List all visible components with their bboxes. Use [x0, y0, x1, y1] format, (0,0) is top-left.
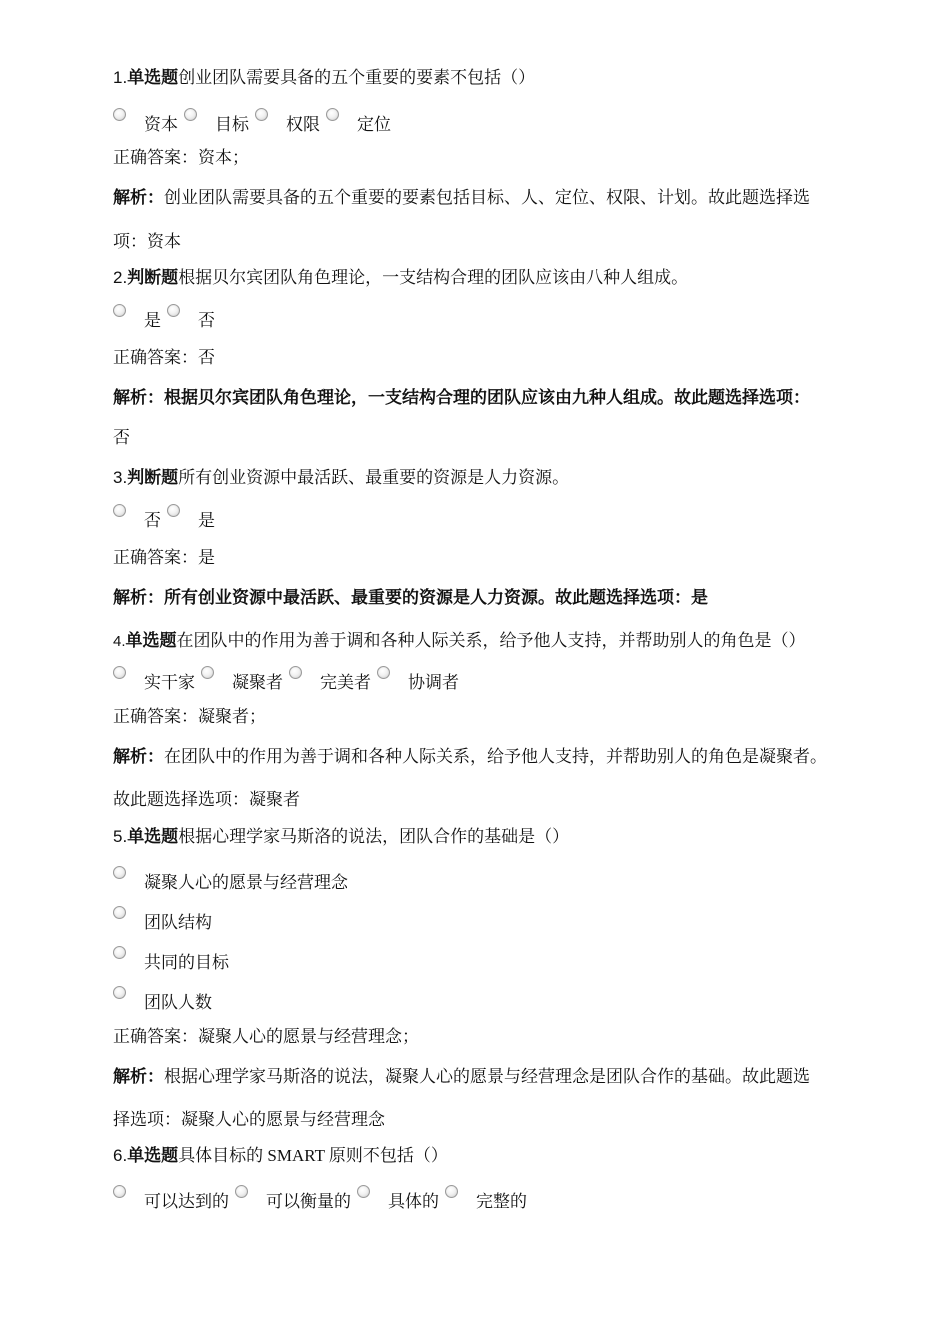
option[interactable]: 否 — [113, 506, 165, 533]
question-4-title: 4.单选题在团队中的作用为善于调和各种人际关系，给予他人支持，并帮助别人的角色是（） — [113, 631, 806, 650]
option[interactable]: 是 — [113, 306, 165, 333]
option[interactable]: 是 — [167, 506, 219, 533]
option[interactable]: 团队结构 — [113, 908, 216, 935]
radio-button-icon[interactable] — [113, 1185, 126, 1198]
option[interactable]: 团队人数 — [113, 988, 216, 1015]
option[interactable]: 定位 — [326, 110, 395, 137]
question-4-answer: 正确答案：凝聚者； — [113, 707, 266, 726]
option[interactable]: 否 — [167, 306, 219, 333]
option[interactable]: 目标 — [184, 110, 253, 137]
question-6-title: 6.单选题具体目标的 SMART 原则不包括（） — [113, 1146, 448, 1165]
question-3-analysis: 解析：所有创业资源中最活跃、最重要的资源是人力资源。故此题选择选项：是 — [113, 588, 708, 607]
question-type: 单选题 — [127, 68, 179, 87]
question-type: 判断题 — [127, 468, 179, 487]
question-6-options — [113, 1187, 533, 1214]
question-1-title: 1.单选题创业团队需要具备的五个重要的要素不包括（） — [113, 68, 536, 87]
radio-button-icon[interactable] — [445, 1185, 458, 1198]
question-stem: 创业团队需要具备的五个重要的要素不包括（） — [178, 68, 536, 87]
radio-button-icon[interactable] — [201, 666, 214, 679]
question-3-options — [113, 506, 221, 533]
question-stem: 在团队中的作用为善于调和各种人际关系，给予他人支持，并帮助别人的角色是（） — [176, 631, 806, 650]
question-1-answer: 正确答案：资本； — [113, 148, 249, 167]
radio-button-icon[interactable] — [167, 504, 180, 517]
radio-button-icon[interactable] — [289, 666, 302, 679]
radio-button-icon[interactable] — [113, 866, 126, 879]
question-4-analysis: 解析：在团队中的作用为善于调和各种人际关系，给予他人支持，并帮助别人的角色是凝聚者。 — [113, 747, 827, 766]
radio-button-icon[interactable] — [326, 108, 339, 121]
question-type: 单选题 — [127, 827, 179, 846]
question-2-options — [113, 306, 221, 333]
question-5-analysis-cont: 择选项：凝聚人心的愿景与经营理念 — [113, 1110, 385, 1129]
question-5-option-2 — [113, 908, 218, 935]
question-4-options — [113, 668, 465, 695]
radio-button-icon[interactable] — [113, 304, 126, 317]
option[interactable]: 共同的目标 — [113, 948, 233, 975]
question-5-option-3 — [113, 948, 235, 975]
question-1-analysis: 解析：创业团队需要具备的五个重要的要素包括目标、人、定位、权限、计划。故此题选择选 — [113, 188, 810, 207]
question-1-analysis-cont: 项：资本 — [113, 232, 181, 251]
question-2-answer: 正确答案：否 — [113, 348, 215, 367]
option[interactable]: 实干家 — [113, 668, 199, 695]
option[interactable]: 协调者 — [377, 668, 463, 695]
option[interactable]: 凝聚人心的愿景与经营理念 — [113, 868, 352, 895]
question-1-options — [113, 110, 397, 137]
option[interactable]: 权限 — [255, 110, 324, 137]
radio-button-icon[interactable] — [113, 504, 126, 517]
question-stem: 所有创业资源中最活跃、最重要的资源是人力资源。 — [178, 468, 570, 487]
option[interactable]: 资本 — [113, 110, 182, 137]
question-stem: 根据心理学家马斯洛的说法，团队合作的基础是（） — [178, 827, 570, 846]
question-3-answer: 正确答案：是 — [113, 548, 215, 567]
question-5-answer: 正确答案：凝聚人心的愿景与经营理念； — [113, 1027, 419, 1046]
question-2-title: 2.判断题根据贝尔宾团队角色理论，一支结构合理的团队应该由八种人组成。 — [113, 268, 689, 287]
question-type: 判断题 — [127, 268, 179, 287]
option[interactable]: 完整的 — [445, 1187, 531, 1214]
question-stem: 根据贝尔宾团队角色理论，一支结构合理的团队应该由八种人组成。 — [178, 268, 689, 287]
question-5-analysis: 解析：根据心理学家马斯洛的说法，凝聚人心的愿景与经营理念是团队合作的基础。故此题选 — [113, 1067, 810, 1086]
option[interactable]: 完美者 — [289, 668, 375, 695]
radio-button-icon[interactable] — [377, 666, 390, 679]
question-type: 单选题 — [127, 1146, 179, 1165]
option[interactable]: 具体的 — [357, 1187, 443, 1214]
question-stem: 具体目标的 SMART 原则不包括（） — [178, 1146, 448, 1165]
question-2-analysis: 解析：根据贝尔宾团队角色理论，一支结构合理的团队应该由九种人组成。故此题选择选项： — [113, 388, 810, 407]
question-4-analysis-cont: 故此题选择选项：凝聚者 — [113, 790, 300, 809]
option[interactable]: 可以衡量的 — [235, 1187, 355, 1214]
question-5-option-1 — [113, 868, 354, 895]
question-5-title: 5.单选题根据心理学家马斯洛的说法，团队合作的基础是（） — [113, 827, 570, 846]
question-5-option-4 — [113, 988, 218, 1015]
radio-button-icon[interactable] — [113, 108, 126, 121]
question-type: 单选题 — [125, 631, 177, 650]
radio-button-icon[interactable] — [167, 304, 180, 317]
question-3-title: 3.判断题所有创业资源中最活跃、最重要的资源是人力资源。 — [113, 468, 570, 487]
radio-button-icon[interactable] — [113, 666, 126, 679]
radio-button-icon[interactable] — [357, 1185, 370, 1198]
option[interactable]: 凝聚者 — [201, 668, 287, 695]
radio-button-icon[interactable] — [184, 108, 197, 121]
question-2-analysis-cont: 否 — [113, 428, 130, 447]
radio-button-icon[interactable] — [235, 1185, 248, 1198]
option[interactable]: 可以达到的 — [113, 1187, 233, 1214]
radio-button-icon[interactable] — [113, 906, 126, 919]
radio-button-icon[interactable] — [113, 946, 126, 959]
radio-button-icon[interactable] — [113, 986, 126, 999]
radio-button-icon[interactable] — [255, 108, 268, 121]
